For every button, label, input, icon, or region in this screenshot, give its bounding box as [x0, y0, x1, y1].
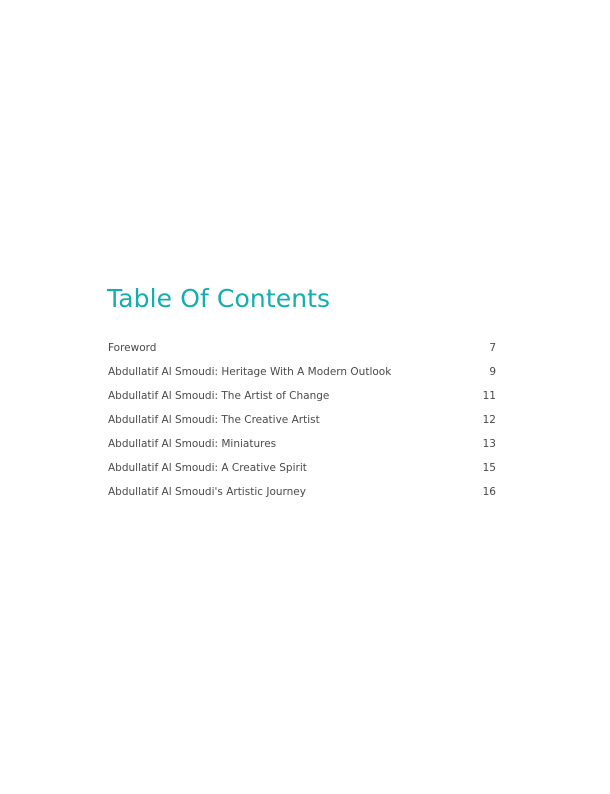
- toc-entry-title: Abdullatif Al Smoudi's Artistic Journey: [108, 486, 306, 498]
- toc-entry-page-number: 16: [482, 486, 496, 498]
- toc-entry-artistic-journey[interactable]: [108, 482, 496, 506]
- toc-entry-page-number: 9: [489, 366, 496, 378]
- toc-entry-creative-artist[interactable]: [108, 410, 496, 434]
- toc-entry-artist-of-change[interactable]: [108, 386, 496, 410]
- toc-entry-title: Abdullatif Al Smoudi: A Creative Spirit: [108, 462, 307, 474]
- toc-entry-foreword[interactable]: [108, 338, 496, 362]
- toc-entry-title: Abdullatif Al Smoudi: Heritage With A Modern Outlook: [108, 366, 392, 378]
- toc-entry-heritage[interactable]: [108, 362, 496, 386]
- toc-entry-page-number: 7: [489, 342, 496, 354]
- toc-entry-title: Abdullatif Al Smoudi: Miniatures: [108, 438, 277, 450]
- toc-entry-page-number: 11: [482, 390, 496, 402]
- toc-entry-title: Foreword: [108, 342, 157, 354]
- toc-entry-creative-spirit[interactable]: [108, 458, 496, 482]
- toc-entry-page-number: 12: [482, 414, 496, 426]
- toc-entry-miniatures[interactable]: [108, 434, 496, 458]
- page-title: Table Of Contents: [107, 284, 331, 313]
- toc-entry-page-number: 15: [482, 462, 496, 474]
- toc-entry-title: Abdullatif Al Smoudi: The Creative Artist: [108, 414, 320, 426]
- toc-entry-page-number: 13: [482, 438, 496, 450]
- toc-list: [108, 338, 496, 506]
- toc-entry-title: Abdullatif Al Smoudi: The Artist of Change: [108, 390, 330, 402]
